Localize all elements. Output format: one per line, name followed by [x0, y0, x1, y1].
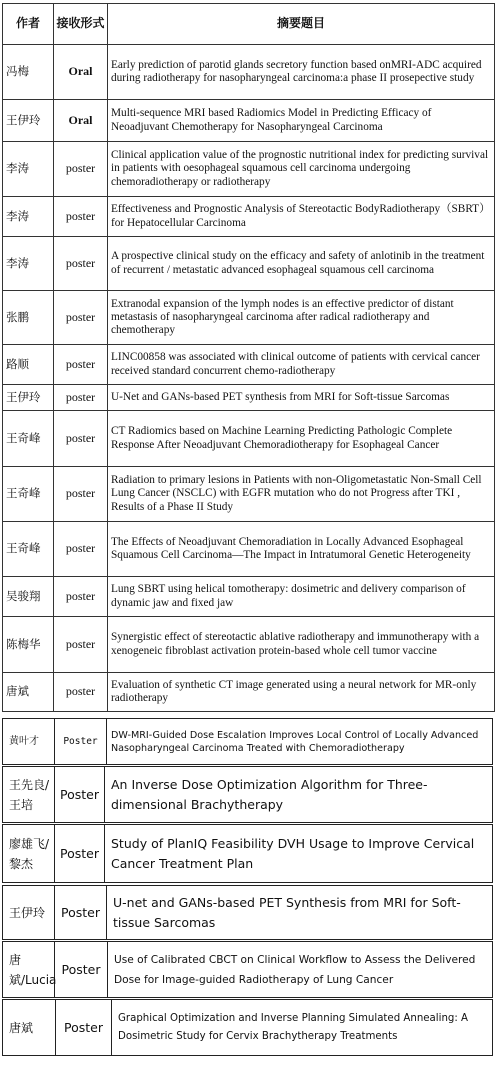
table-row: [3, 237, 495, 291]
author-cell: 唐斌: [3, 1000, 56, 1056]
table-row: [3, 673, 495, 712]
format-cell: Poster: [55, 886, 107, 940]
table-header-row: [3, 4, 495, 45]
table-row: [3, 142, 495, 197]
title-cell: Radiation to primary lesions in Patients with non-Oligometastatic Non-Small Cell Lung Cancer (NSCLC) with EGFR mutation who do not Progress after TKI , Results of a Phase II Study: [108, 467, 495, 522]
title-cell: Clinical application value of the prognostic nutritional index for predicting survival in patients with oesophageal squamous cell carcinoma undergoing chemoradiotherapy or radiotherapy: [108, 142, 495, 197]
title-cell: A prospective clinical study on the efficacy and safety of anlotinib in the treatment of recurrent / metastatic advanced esophageal squamous cell carcinoma: [108, 237, 495, 291]
table-row: [3, 825, 493, 883]
author-cell: 王奇峰: [3, 467, 54, 522]
author-cell: 李涛: [3, 237, 54, 291]
author-cell: 王奇峰: [3, 411, 54, 467]
table-row: [3, 197, 495, 237]
title-cell: U-net and GANs-based PET Synthesis from MRI for Soft-tissue Sarcomas: [107, 886, 493, 940]
format-cell: Poster: [55, 942, 108, 998]
header-author: 作者: [3, 4, 54, 45]
table-row: [3, 385, 495, 411]
title-cell: Study of PlanIQ Feasibility DVH Usage to Improve Cervical Cancer Treatment Plan: [105, 825, 493, 883]
title-cell: Graphical Optimization and Inverse Planning Simulated Annealing: A Dosimetric Study for Cervix Brachytherapy Treatments: [112, 1000, 493, 1056]
format-cell: Poster: [55, 767, 105, 823]
title-cell: Multi-sequence MRI based Radiomics Model in Predicting Efficacy of Neoadjuvant Chemotherapy for Nasopharyngeal Carcinoma: [108, 100, 495, 142]
format-cell: poster: [54, 617, 108, 673]
table-row: [3, 886, 493, 940]
author-cell: 张鹏: [3, 291, 54, 345]
format-cell: poster: [54, 411, 108, 467]
table-row: [3, 345, 495, 385]
author-cell: 廖雄飞/黎杰: [3, 825, 55, 883]
table-row: [3, 719, 493, 765]
author-cell: 王先良/王培: [3, 767, 55, 823]
title-cell: Extranodal expansion of the lymph nodes is an effective predictor of distant metastasis of nasopharyngeal carcinoma after radical radiotherapy and chemotherapy: [108, 291, 495, 345]
header-title: 摘要题目: [108, 4, 495, 45]
author-cell: 唐斌/Lucia: [3, 942, 55, 998]
title-cell: Synergistic effect of stereotactic ablative radiotherapy and immunotherapy with a xenogeneic fibroblast activation protein-based whole cell tumor vaccine: [108, 617, 495, 673]
title-cell: DW-MRI-Guided Dose Escalation Improves Local Control of Locally Advanced Nasopharyngeal Carcinoma Treated with Chemoradiotherapy: [107, 719, 493, 765]
abstract-table-continued: [2, 885, 493, 940]
title-cell: Early prediction of parotid glands secretory function based onMRI-ADC acquired during radiotherapy for nasopharyngeal carcinoma:a phase II prosepective study: [108, 45, 495, 100]
abstract-table-continued: [2, 941, 493, 998]
table-row: [3, 291, 495, 345]
title-cell: Effectiveness and Prognostic Analysis of Stereotactic BodyRadiotherapy（SBRT）for Hepatocellular Carcinoma: [108, 197, 495, 237]
table-row: [3, 411, 495, 467]
format-cell: Poster: [55, 825, 105, 883]
format-cell: Oral: [54, 100, 108, 142]
abstract-table: [2, 3, 495, 712]
title-cell: Use of Calibrated CBCT on Clinical Workflow to Assess the Delivered Dose for Image-guided Radiotherapy of Lung Cancer: [108, 942, 493, 998]
abstract-table-continued: [2, 824, 493, 883]
title-cell: Lung SBRT using helical tomotherapy: dosimetric and delivery comparison of dynamic jaw and fixed jaw: [108, 577, 495, 617]
format-cell: Poster: [56, 1000, 112, 1056]
format-cell: Poster: [55, 719, 107, 765]
author-cell: 路顺: [3, 345, 54, 385]
author-cell: 王奇峰: [3, 522, 54, 577]
abstract-table-continued: [2, 718, 493, 765]
format-cell: poster: [54, 197, 108, 237]
table-row: [3, 467, 495, 522]
author-cell: 王伊玲: [3, 100, 54, 142]
author-cell: 王伊玲: [3, 385, 54, 411]
author-cell: 唐斌: [3, 673, 54, 712]
table-row: [3, 45, 495, 100]
format-cell: poster: [54, 577, 108, 617]
title-cell: An Inverse Dose Optimization Algorithm for Three-dimensional Brachytherapy: [105, 767, 493, 823]
format-cell: Oral: [54, 45, 108, 100]
table-row: [3, 522, 495, 577]
table-row: [3, 942, 493, 998]
table-row: [3, 1000, 493, 1056]
header-format: 接收形式: [54, 4, 108, 45]
title-cell: U-Net and GANs-based PET synthesis from MRI for Soft-tissue Sarcomas: [108, 385, 495, 411]
format-cell: poster: [54, 142, 108, 197]
format-cell: poster: [54, 467, 108, 522]
format-cell: poster: [54, 291, 108, 345]
author-cell: 吴骏翔: [3, 577, 54, 617]
format-cell: poster: [54, 345, 108, 385]
author-cell: 陈梅华: [3, 617, 54, 673]
table-row: [3, 577, 495, 617]
abstract-table-continued: [2, 999, 493, 1056]
title-cell: CT Radiomics based on Machine Learning Predicting Pathologic Complete Response After Neoadjuvant Chemoradiotherapy for Esophageal Cancer: [108, 411, 495, 467]
title-cell: LINC00858 was associated with clinical outcome of patients with cervical cancer received standard concurrent chemo-radiotherapy: [108, 345, 495, 385]
author-cell: 冯梅: [3, 45, 54, 100]
title-cell: The Effects of Neoadjuvant Chemoradiation in Locally Advanced Esophageal Squamous Cell Carcinoma—The Impact in Intratumoral Genetic Heterogeneity: [108, 522, 495, 577]
format-cell: poster: [54, 673, 108, 712]
format-cell: poster: [54, 237, 108, 291]
format-cell: poster: [54, 522, 108, 577]
table-row: [3, 767, 493, 823]
author-cell: 王伊玲: [3, 886, 55, 940]
author-cell: 李涛: [3, 142, 54, 197]
table-row: [3, 100, 495, 142]
abstract-table-continued: [2, 766, 493, 823]
author-cell: 李涛: [3, 197, 54, 237]
author-cell: 黄叶才: [3, 719, 55, 765]
title-cell: Evaluation of synthetic CT image generated using a neural network for MR-only radiotherapy: [108, 673, 495, 712]
format-cell: poster: [54, 385, 108, 411]
table-row: [3, 617, 495, 673]
